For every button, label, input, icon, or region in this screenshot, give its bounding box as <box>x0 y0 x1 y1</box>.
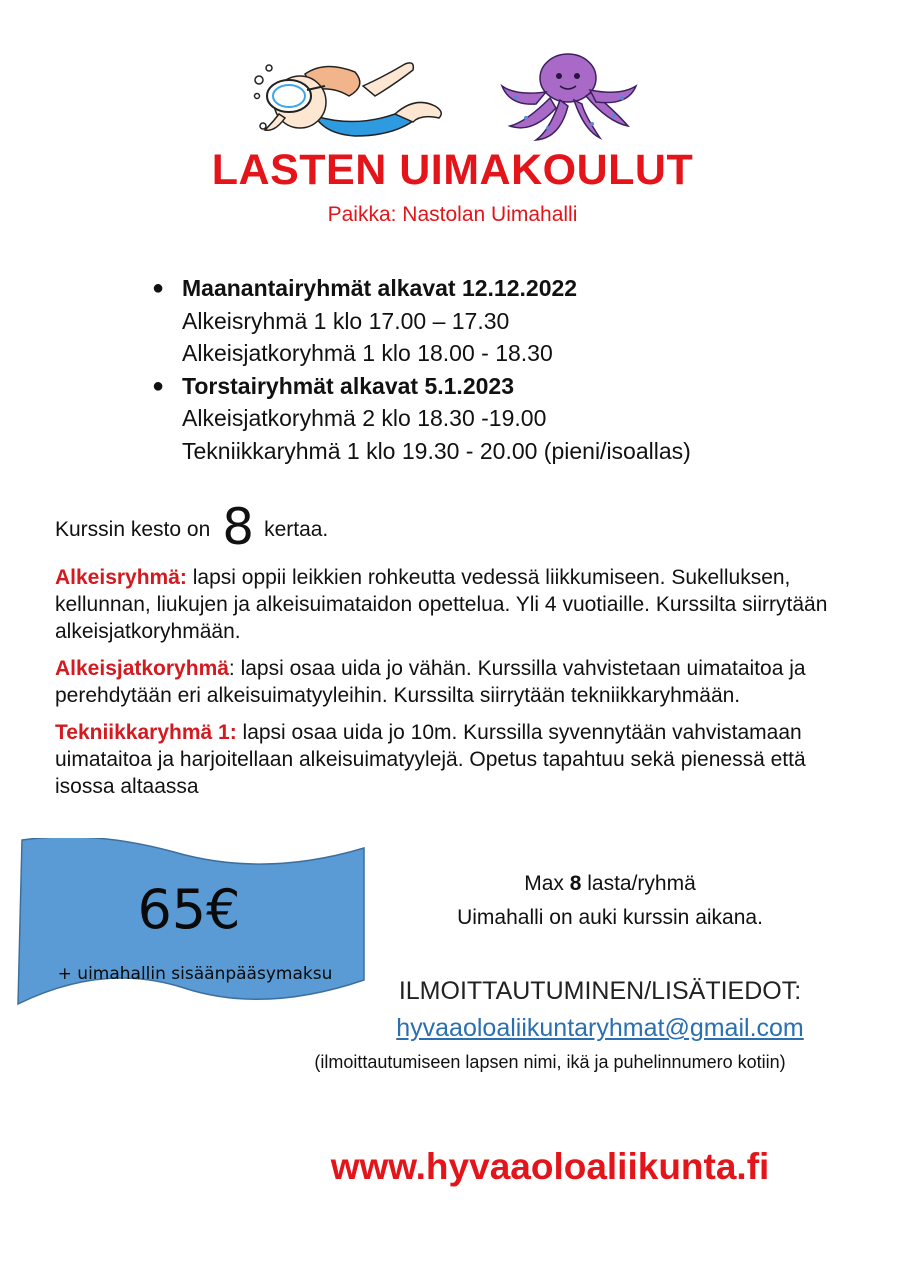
max-children-info <box>400 872 820 896</box>
price-amount: 65€ <box>137 878 241 941</box>
group-descriptions <box>55 564 855 810</box>
location-subtitle: Paikka: Nastolan Uimahalli <box>327 203 578 226</box>
group-text: lapsi oppii leikkien rohkeutta vedessä liikkumiseen. Sukelluksen, kellunnan, liukujen ja alkeisuimataidon opettelua. Yli 4 vuotiaille. Kurssilta siirrytään alkeisjatkoryhmään. <box>55 566 828 643</box>
schedule-line: Alkeisjatkoryhmä 2 klo 18.30 -19.00 <box>182 405 547 431</box>
list-item <box>150 370 691 468</box>
swimming-child-icon <box>245 56 455 142</box>
group-description <box>55 564 855 645</box>
registration-heading: ILMOITTAUTUMINEN/LISÄTIEDOT: <box>398 977 802 1005</box>
schedule-heading: Maanantairyhmät alkavat 12.12.2022 <box>182 275 578 301</box>
entry-fee-note: + uimahallin sisäänpääsymaksu <box>57 964 333 984</box>
website-link[interactable]: www.hyvaaoloaliikunta.fi <box>330 1146 770 1187</box>
registration-note: (ilmoittautumiseen lapsen nimi, ikä ja puhelinnumero kotiin) <box>314 1052 786 1072</box>
schedule-list <box>150 272 691 467</box>
max-count: 8 <box>569 872 582 895</box>
registration-email-link[interactable]: hyvaaoloaliikuntaryhmat@gmail.com <box>396 1014 804 1042</box>
schedule-line: Alkeisjatkoryhmä 1 klo 18.00 - 18.30 <box>182 340 553 366</box>
max-suffix: lasta/ryhmä <box>581 872 696 895</box>
group-text: lapsi osaa uida jo 10m. Kurssilla syvennytään vahvistamaan uimataitoa ja harjoitellaan alkeisuimatyylejä. Opetus tapahtuu sekä pienessä että isossa altaassa <box>55 721 806 798</box>
bullet-icon: ● <box>152 277 165 299</box>
duration-count: 8 <box>222 498 255 556</box>
course-duration <box>55 490 329 556</box>
group-name: Tekniikkaryhmä 1: <box>55 721 237 744</box>
list-item <box>150 272 691 370</box>
group-name: Alkeisryhmä: <box>55 566 187 589</box>
schedule-heading: Torstairyhmät alkavat 5.1.2023 <box>182 372 514 399</box>
octopus-icon <box>496 52 642 142</box>
bullet-icon: ● <box>152 374 165 397</box>
page-title: LASTEN UIMAKOULUT <box>211 146 694 194</box>
schedule-line: Tekniikkaryhmä 1 klo 19.30 - 20.00 (pieni/isoallas) <box>182 437 691 464</box>
schedule-line: Alkeisryhmä 1 klo 17.00 – 17.30 <box>182 307 510 334</box>
max-prefix: Max <box>524 872 570 895</box>
group-description <box>55 719 855 800</box>
duration-suffix: kertaa. <box>264 518 329 541</box>
group-description <box>55 655 855 709</box>
group-name: Alkeisjatkoryhmä <box>55 657 229 680</box>
duration-prefix: Kurssin kesto on <box>55 518 211 541</box>
pool-open-info: Uimahalli on auki kurssin aikana. <box>457 906 763 929</box>
group-text: : lapsi osaa uida jo vähän. Kurssilla vahvistetaan uimataitoa ja perehdytään eri alkeisuimatyyleihin. Kurssilta siirrytään tekniikkaryhmään. <box>55 657 806 707</box>
